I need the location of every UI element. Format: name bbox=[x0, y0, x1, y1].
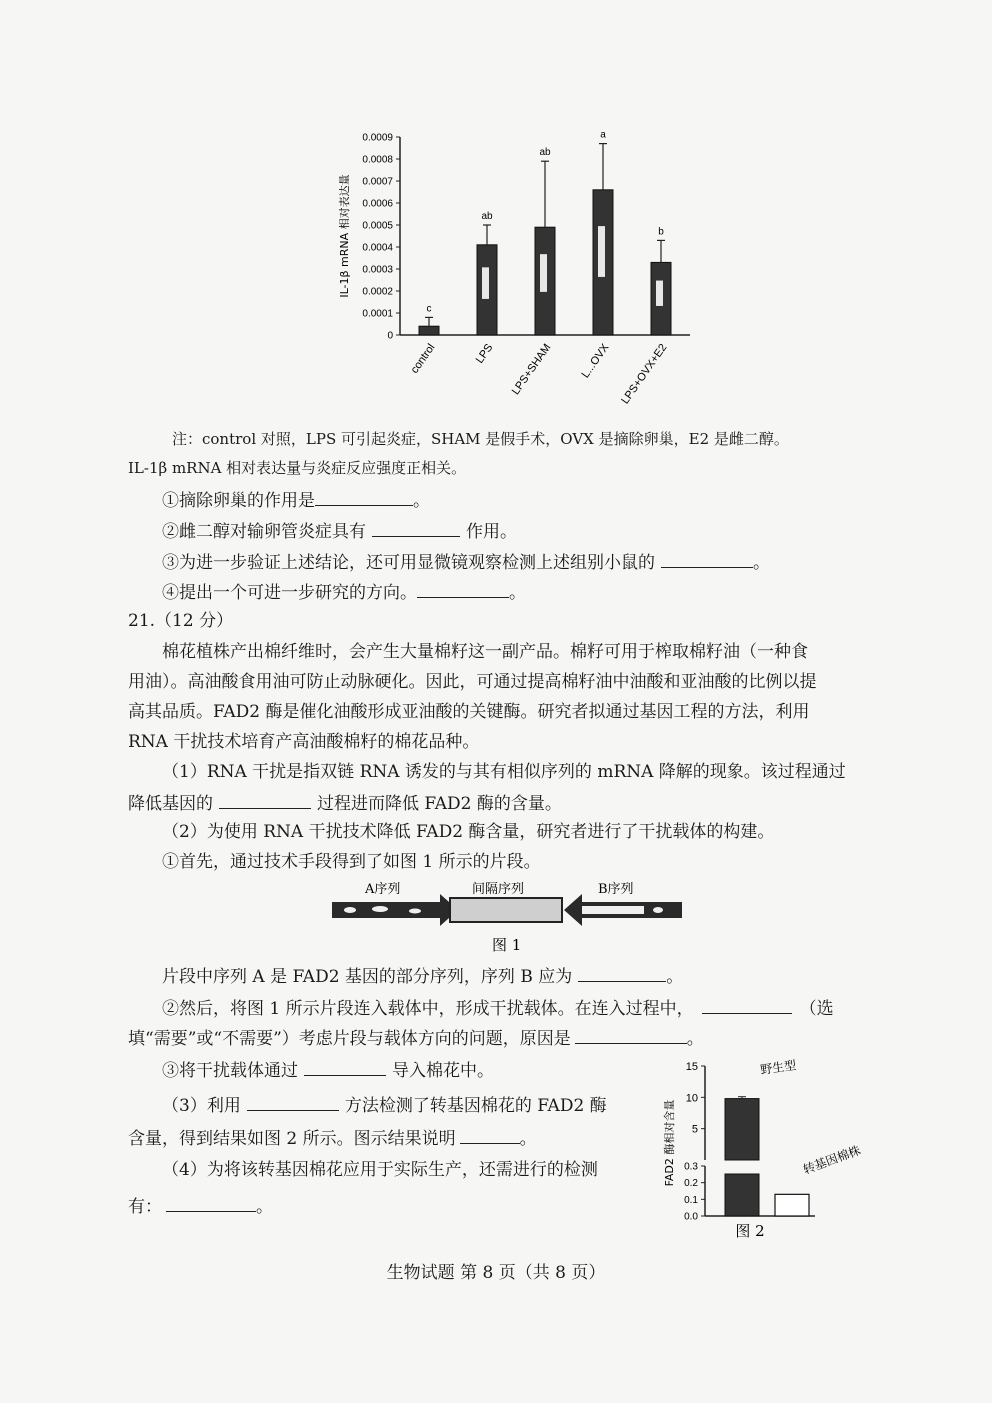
seq-a-texture bbox=[409, 909, 421, 914]
q20-item2 bbox=[162, 518, 517, 544]
q21-sub1-line1: （1）RNA 干扰是指双链 RNA 诱发的与其有相似序列的 mRNA 降解的现象。该过程通过 bbox=[162, 762, 846, 782]
answer-blank[interactable] bbox=[460, 1125, 520, 1144]
y-tick-label: 0.2 bbox=[684, 1178, 698, 1190]
seq-a-texture bbox=[372, 906, 388, 912]
bar-texture bbox=[482, 267, 489, 299]
seq-a-label: A序列 bbox=[365, 882, 401, 897]
q21-sub3-line2 bbox=[128, 1125, 537, 1151]
bar-texture bbox=[540, 254, 547, 292]
q21-para-line1: 棉花植株产出棉纤维时，会产生大量棉籽这一副产品。棉籽可用于榨取棉籽油（一种食 bbox=[162, 642, 808, 662]
q21-sub2-item1: ①首先，通过技术手段得到了如图 1 所示的片段。 bbox=[162, 852, 541, 872]
q21-sub2-item1b-text: 片段中序列 A 是 FAD2 基因的部分序列，序列 B 应为 bbox=[162, 967, 573, 987]
q21-sub1-text: 降低基因的 bbox=[128, 794, 213, 814]
answer-blank[interactable] bbox=[166, 1193, 256, 1212]
il1b-bar-chart bbox=[330, 125, 710, 425]
q21-para-line4: RNA 干扰技术培育产高油酸棉籽的棉花品种。 bbox=[128, 732, 480, 752]
figure1-sequence-diagram bbox=[320, 878, 690, 958]
y-tick-label: 0.0 bbox=[684, 1211, 698, 1223]
y-axis-label: IL-1β mRNA 相对表达量 bbox=[338, 174, 351, 298]
x-tick-label: L...OVX bbox=[579, 341, 612, 381]
significance-label: b bbox=[658, 226, 664, 238]
q21-sub3-line1 bbox=[162, 1092, 607, 1118]
spacer-seq-box bbox=[450, 898, 562, 922]
y-tick-label: 0.3 bbox=[684, 1161, 698, 1173]
q21-sub2-item2a bbox=[162, 995, 834, 1021]
seq-a-texture bbox=[344, 907, 356, 913]
answer-blank[interactable] bbox=[661, 549, 753, 568]
y-axis-label: FAD2 酶相对含量 bbox=[663, 1099, 676, 1187]
q21-sub2-item2a-end: （选 bbox=[799, 999, 834, 1019]
y-tick-label: 15 bbox=[685, 1061, 698, 1073]
bar-wildtype-upper bbox=[725, 1099, 759, 1160]
q21-sub2-item2b-end: 。 bbox=[686, 1029, 704, 1049]
q21-sub2: （2）为使用 RNA 干扰技术降低 FAD2 酶含量，研究者进行了干扰载体的构建。 bbox=[162, 822, 775, 842]
y-tick-label: 0.0008 bbox=[362, 154, 393, 166]
y-tick-label: 0.0004 bbox=[362, 242, 393, 254]
q21-sub2-item3-text: ③将干扰载体通过 bbox=[162, 1061, 298, 1081]
y-tick-label: 0.0001 bbox=[362, 308, 393, 320]
q21-sub4-line2 bbox=[128, 1193, 273, 1219]
y-tick-label: 10 bbox=[685, 1092, 698, 1105]
page-footer: 生物试题 第 8 页（共 8 页） bbox=[386, 1263, 606, 1283]
q20-item2-end: 作用。 bbox=[466, 522, 517, 542]
q20-item1 bbox=[162, 487, 430, 513]
q21-sub3b-text: 含量，得到结果如图 2 所示。图示结果说明 bbox=[128, 1129, 456, 1149]
chart-note-line1: 注：control 对照，LPS 可引起炎症，SHAM 是假手术，OVX 是摘除卵巢，E2 是雌二醇。 bbox=[172, 430, 789, 448]
significance-label: a bbox=[600, 129, 606, 141]
y-tick-label: 0.1 bbox=[684, 1194, 698, 1206]
x-tick-label: control bbox=[408, 341, 438, 376]
bar bbox=[419, 326, 439, 335]
q20-item4-end: 。 bbox=[509, 583, 526, 603]
significance-label: c bbox=[426, 303, 432, 315]
q21-sub1-line2 bbox=[128, 790, 562, 816]
series-label-wildtype: 野生型 bbox=[759, 1058, 798, 1077]
answer-blank[interactable] bbox=[575, 1025, 687, 1044]
q21-sub4-end: 。 bbox=[256, 1197, 273, 1217]
figure1-caption: 图 1 bbox=[492, 936, 522, 954]
q21-sub4-line1: （4）为将该转基因棉花应用于实际生产，还需进行的检测 bbox=[162, 1160, 598, 1180]
series-label-transgenic: 转基因棉株 bbox=[801, 1143, 863, 1177]
x-tick-label: LPS bbox=[473, 341, 496, 366]
answer-blank[interactable] bbox=[219, 790, 311, 809]
q20-item4 bbox=[162, 579, 526, 605]
y-tick-label: 0.0005 bbox=[362, 220, 393, 232]
bar-texture bbox=[598, 226, 605, 277]
y-tick-label: 0.0002 bbox=[362, 286, 393, 298]
y-tick-label: 0.0007 bbox=[362, 176, 393, 188]
answer-blank[interactable] bbox=[304, 1057, 386, 1076]
y-tick-label: 0.0003 bbox=[362, 264, 393, 276]
seq-b-texture bbox=[582, 906, 644, 914]
q20-item2-text: ②雌二醇对输卵管炎症具有 bbox=[162, 522, 366, 542]
answer-blank[interactable] bbox=[315, 487, 413, 506]
bar-transgenic bbox=[775, 1194, 809, 1216]
spacer-seq-label: 间隔序列 bbox=[472, 882, 525, 897]
significance-label: ab bbox=[481, 211, 493, 222]
x-tick-label: LPS+OVX+E2 bbox=[619, 341, 670, 407]
q20-item1-end: 。 bbox=[413, 491, 430, 511]
y-tick-label: 0.0006 bbox=[362, 198, 393, 210]
q21-sub2-item2a-text: ②然后，将图 1 所示片段连入载体中，形成干扰载体。在连入过程中， bbox=[162, 999, 694, 1019]
y-tick-label: 0.0009 bbox=[362, 132, 393, 144]
q21-sub4-text: 有： bbox=[128, 1197, 162, 1217]
answer-blank[interactable] bbox=[247, 1092, 339, 1111]
q21-sub2-item2b bbox=[128, 1025, 704, 1051]
answer-blank[interactable] bbox=[702, 995, 792, 1014]
significance-label: ab bbox=[539, 147, 551, 159]
q21-sub3-text: （3）利用 bbox=[162, 1096, 241, 1116]
y-tick-label: 0 bbox=[387, 330, 393, 342]
q20-item4-text: ④提出一个可进一步研究的方向。 bbox=[162, 583, 417, 603]
q21-sub2-item2b-text: 填“需要”或“不需要”）考虑片段与载体方向的问题，原因是 bbox=[128, 1029, 571, 1049]
seq-b-label: B序列 bbox=[598, 882, 634, 897]
answer-blank[interactable] bbox=[578, 963, 666, 982]
seq-b-texture bbox=[653, 907, 663, 913]
q21-sub3b-end: 。 bbox=[519, 1129, 537, 1149]
q21-sub2-item3-end: 导入棉花中。 bbox=[392, 1061, 494, 1081]
q20-item3-end: 。 bbox=[753, 553, 770, 573]
answer-blank[interactable] bbox=[372, 518, 460, 537]
q21-sub2-item1b bbox=[162, 963, 683, 989]
q20-item3-text: ③为进一步验证上述结论，还可用显微镜观察检测上述组别小鼠的 bbox=[162, 553, 655, 573]
q21-para-line2: 用油）。高油酸食用油可防止动脉硬化。因此，可通过提高棉籽油中油酸和亚油酸的比例以提 bbox=[128, 672, 817, 692]
figure2-caption: 图 2 bbox=[735, 1222, 765, 1240]
chart-note-line2: IL-1β mRNA 相对表达量与炎症反应强度正相关。 bbox=[128, 459, 467, 477]
q21-sub2-item3 bbox=[162, 1057, 494, 1083]
answer-blank[interactable] bbox=[417, 579, 509, 598]
x-tick-label: LPS+SHAM bbox=[509, 341, 554, 398]
q21-sub1-end: 过程进而降低 FAD2 酶的含量。 bbox=[317, 794, 562, 814]
q21-sub2-item1b-end: 。 bbox=[666, 967, 684, 987]
y-tick-label: 5 bbox=[691, 1123, 698, 1136]
q21-sub3-end: 方法检测了转基因棉花的 FAD2 酶 bbox=[344, 1096, 607, 1116]
q21-para-line3: 高其品质。FAD2 酶是催化油酸形成亚油酸的关键酶。研究者拟通过基因工程的方法，利用 bbox=[128, 702, 810, 722]
q20-item3 bbox=[162, 549, 770, 575]
bar-texture bbox=[656, 281, 663, 306]
fad2-bar-chart bbox=[655, 1048, 870, 1243]
q20-item1-text: ①摘除卵巢的作用是 bbox=[162, 491, 315, 511]
seq-b-arrow bbox=[564, 894, 582, 926]
q21-header: 21.（12 分） bbox=[128, 611, 234, 631]
bar-wildtype-lower bbox=[725, 1174, 759, 1216]
